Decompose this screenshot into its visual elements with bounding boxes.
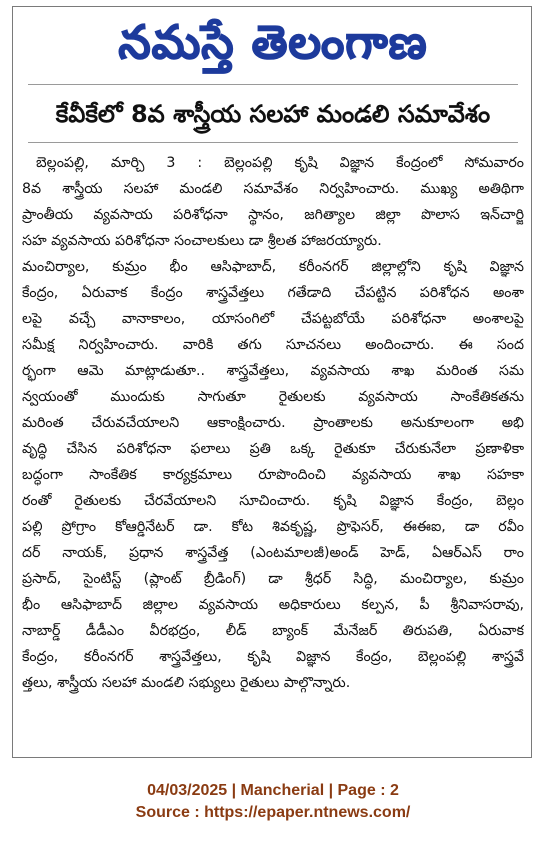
- article-line: ప్రసాద్, సైంటిస్ట్ (ప్లాంట్ బ్రీడింగ్) డా శ్రీధర్ సిద్ధి, మంచిర్యాల, కుమ్రం: [22, 571, 524, 587]
- article-headline: కేవీకేలో 8వ శాస్త్రీయ సలహా మండలి సమావేశం: [55, 100, 491, 128]
- headline-bottom-rule: [28, 142, 518, 143]
- article-line: మంచిర్యాల, కుమ్రం భీం ఆసిఫాబాద్, కరీంనగర్ జిల్లాల్లోని కృషి విజ్ఞాన: [22, 259, 524, 275]
- article-line: వృద్ధి చేసిన పరిశోధనా ఫలాలు ప్రతి ఒక్క రైతుకూ చేరుకునేలా ప్రణాళికా: [22, 441, 524, 457]
- article-line: కేంద్రం, ఏరువాక కేంద్రం శాస్త్రవేత్తలు గతేడాది చేపట్టిన పరిశోధన అంశా: [22, 285, 524, 301]
- article-line: బెల్లంపల్లి, మార్చి 3 : బెల్లంపల్లి కృషి విజ్ఞాన కేంద్రంలో సోమవారం: [36, 155, 524, 171]
- article-line: లపై వచ్చే వానాకాలం, యాసంగిలో చేపట్టబోయే పరిశోధనా అంశాలపై: [22, 311, 524, 327]
- article-line: కేంద్రం, కరీంనగర్ శాస్త్రవేత్తలు, కృషి విజ్ఞాన కేంద్రం, బెల్లంపల్లి శాస్త్రవే: [22, 649, 524, 665]
- clipping-date-edition-page: 04/03/2025 | Mancherial | Page : 2: [147, 782, 399, 799]
- article-line: దర్ నాయక్, ప్రధాన శాస్త్రవేత్త (ఎంటమాలజీ)అండ్ హెడ్, ఏఆర్ఎస్ రాం: [22, 545, 524, 561]
- article-line: ప్రాంతీయ వ్యవసాయ పరిశోధనా స్థానం, జగిత్యాల జిల్లా పొలాస ఇన్‌చార్జి: [22, 207, 524, 223]
- article-body: [22, 150, 524, 748]
- article-line: రంతో రైతులకు చేరవేయాలని సూచించారు. కృషి విజ్ఞాన కేంద్రం, బెల్లం: [22, 493, 524, 509]
- article-line: న్వయంతో ముందుకు సాగుతూ రైతులకు వ్యవసాయ సాంకేతికతను: [22, 389, 524, 405]
- article-line: 8వ శాస్త్రీయ సలహా మండలి సమావేశం నిర్వహించారు. ముఖ్య అతిథిగా: [22, 181, 524, 197]
- article-line: మరింత చేరువచేయాలని ఆకాంక్షించారు. ప్రాంతాలకు అనుకూలంగా అభి: [22, 415, 524, 431]
- article-line: త్తలు, శాస్త్రీయ సలహా మండలి సభ్యులు రైతులు పాల్గొన్నారు.: [22, 675, 351, 691]
- article-line: సమీక్ష నిర్వహించారు. వారికి తగు సూచనలు అందించారు. ఈ సంద: [22, 337, 524, 353]
- article-line: పల్లి ప్రోగ్రాం కోఆర్డినేటర్ డా. కోట శివకృష్ణ, ప్రొఫెసర్, ఈఈఐ, డా రవీం: [22, 519, 524, 535]
- clipping-source-link[interactable]: Source : https://epaper.ntnews.com/: [135, 804, 411, 821]
- article-line: సహ వ్యవసాయ పరిశోధనా సంచాలకులు డా శ్రీలత హాజరయ్యారు.: [22, 233, 382, 249]
- headline-top-rule: [28, 84, 518, 85]
- article-line: బద్ధంగా సాంకేతిక కార్యక్రమాలు రూపొందించి వ్యవసాయ శాఖ సహకా: [22, 467, 524, 483]
- article-line: ర్భంగా ఆమె మాట్లాడుతూ.. శాస్త్రవేత్తలు, వ్యవసాయ శాఖ మరింత సమ: [22, 363, 524, 379]
- newspaper-masthead: నమస్తే తెలంగాణ: [118, 15, 428, 69]
- article-line: నాబార్డ్ డీడీఎం వీరభద్రం, లీడ్ బ్యాంక్ మేనేజర్ తిరుపతి, ఏరువాక: [22, 623, 524, 639]
- article-line: భీం ఆసిఫాబాద్ జిల్లాల వ్యవసాయ అధికారులు కల్పన, పీ శ్రీనివాసరావు,: [22, 597, 524, 613]
